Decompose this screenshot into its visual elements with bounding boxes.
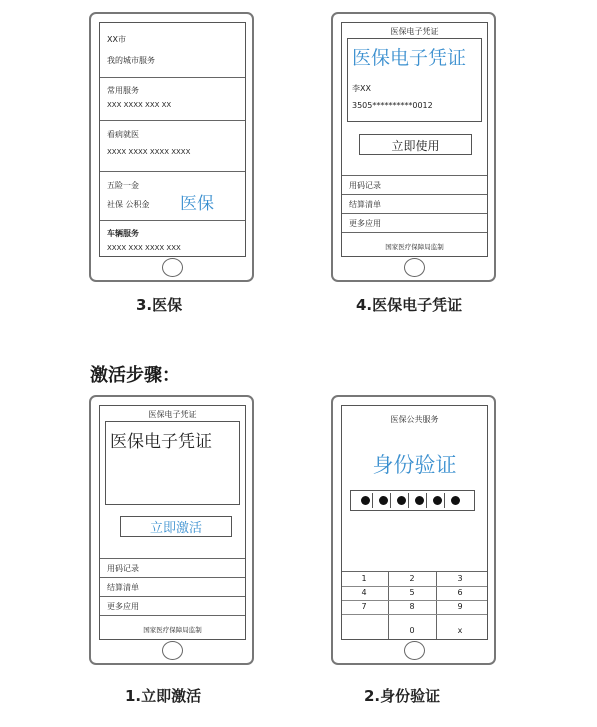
list-item-settlement[interactable]: 结算清单 [349,200,381,209]
key-3[interactable]: 3 [457,574,463,583]
key-5[interactable]: 5 [409,588,415,597]
my-city-services: 我的城市服务 [107,56,155,65]
list-item-code-record[interactable]: 用码记录 [107,564,139,573]
list-item-more-apps[interactable]: 更多应用 [349,219,381,228]
city-name: XX市 [107,35,126,44]
key-1[interactable]: 1 [361,574,367,583]
activate-now-button[interactable]: 立即激活 [120,516,232,537]
city-service-screen [99,22,246,257]
common-services-row: XXX XXXX XXX XX [107,101,172,109]
voucher-title: 医保电子凭证 [352,47,467,69]
use-now-button[interactable]: 立即使用 [359,134,472,155]
medical-row: XXXX XXXX XXXX XXXX [107,148,191,156]
caption-step-3: 3.医保 [136,296,183,314]
common-services-title: 常用服务 [107,86,139,95]
key-7[interactable]: 7 [361,602,367,611]
five-insurance-row: 社保 公积金 [107,200,150,209]
footer-supervisor: 国家医疗保障局监制 [143,626,202,634]
screen-header: 医保电子凭证 [148,410,197,419]
home-button[interactable] [162,258,183,277]
key-delete[interactable]: x [457,626,463,635]
phone-identity-verify [331,395,496,665]
caption-step-1: 1.立即激活 [125,687,202,705]
phone-e-voucher [331,12,496,282]
home-button[interactable] [404,258,425,277]
activation-steps-heading: 激活步骤： [90,365,180,386]
key-0[interactable]: 0 [409,626,415,635]
screen-header: 医保公共服务 [390,415,439,424]
list-item-code-record[interactable]: 用码记录 [349,181,381,190]
vehicle-row: XXXX XXX XXXX XXX [107,244,181,252]
key-9[interactable]: 9 [457,602,463,611]
home-button[interactable] [404,641,425,660]
five-insurance-title: 五险一金 [107,181,139,190]
key-2[interactable]: 2 [409,574,415,583]
phone-yibao [89,12,254,282]
screen-header: 医保电子凭证 [390,27,439,36]
medical-title: 看病就医 [107,130,139,139]
phone-activate [89,395,254,665]
verify-title: 身份验证 [372,453,457,477]
home-button[interactable] [162,641,183,660]
key-8[interactable]: 8 [409,602,415,611]
caption-step-2: 2.身份验证 [364,687,441,705]
yibao-link[interactable]: 医保 [180,194,214,214]
numeric-keypad [342,571,487,639]
pin-input[interactable] [350,490,475,511]
voucher-title: 医保电子凭证 [110,432,212,452]
list-item-settlement[interactable]: 结算清单 [107,583,139,592]
activate-screen [99,405,246,640]
holder-name: 李XX [352,84,371,93]
vehicle-title: 车辆服务 [107,229,139,238]
e-voucher-screen [341,22,488,257]
verify-screen [341,405,488,640]
key-6[interactable]: 6 [457,588,463,597]
key-4[interactable]: 4 [361,588,367,597]
caption-step-4: 4.医保电子凭证 [356,296,463,314]
id-number: 3505**********0012 [352,101,433,110]
footer-supervisor: 国家医疗保障局监制 [385,243,444,251]
list-item-more-apps[interactable]: 更多应用 [107,602,139,611]
